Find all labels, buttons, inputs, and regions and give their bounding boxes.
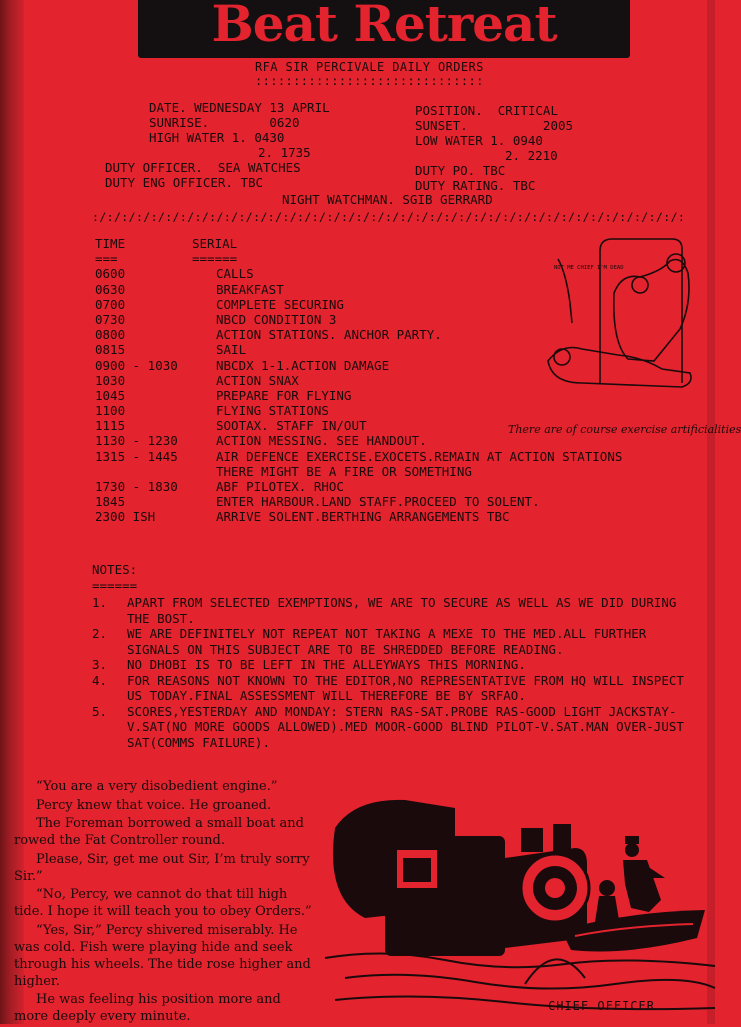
note-text: WE ARE DEFINITELY NOT REPEAT NOT TAKING A MEXE TO THE MED.ALL FURTHER SIGNALS ON THIS SUBJECT ARE TO BE SHREDDED BEFORE READING. xyxy=(127,626,647,657)
row-serial: AIR DEFENCE EXERCISE.EXOCETS.REMAIN AT ACTION STATIONS xyxy=(216,448,623,464)
percy-engine-illustration xyxy=(325,788,715,1024)
story-paragraph: “Yes, Sir,” Percy shivered miserably. He was cold. Fish were playing hide and seek through his wheels. The tide rose higher and higher. xyxy=(14,922,311,989)
header-separator: :/:/:/:/:/:/:/:/:/:/:/:/:/:/:/:/:/:/:/:/:/:/:/:/:/:/:/:/:/:/:/:/:/:/:/:/:/:/:/:/: xyxy=(92,210,686,224)
masthead-title: Beat Retreat xyxy=(211,0,557,53)
cartoon-speech: NOT ME CHIEF I'M DEAD xyxy=(554,265,624,271)
date-line: DATE. WEDNESDAY 13 APRIL xyxy=(149,100,330,115)
row-time: 0630 xyxy=(95,281,126,297)
notes-section xyxy=(92,562,692,750)
note-number: 3. xyxy=(92,657,108,672)
row-serial: NBCD CONDITION 3 xyxy=(216,311,337,327)
note-number: 4. xyxy=(92,672,108,688)
row-time: 0730 xyxy=(95,311,126,327)
note-text: APART FROM SELECTED EXEMPTIONS, WE ARE TO SECURE AS WELL AS WE DID DURING THE BOST. xyxy=(127,595,677,626)
high-water-2-line: 2. 1735 xyxy=(258,145,311,160)
story-paragraph: He was feeling his position more and more deeply every minute. xyxy=(14,992,281,1024)
row-serial: ENTER HARBOUR.LAND STAFF.PROCEED TO SOLENT. xyxy=(216,494,540,510)
serial-column-header: SERIAL xyxy=(192,236,238,251)
schedule-row xyxy=(95,449,715,464)
time-header-underline: === xyxy=(95,251,118,267)
note-item xyxy=(92,704,692,751)
sunrise-line: SUNRISE. 0620 xyxy=(149,115,300,130)
row-time: 2300 ISH xyxy=(95,509,156,525)
cartoon-caption: There are of course exercise artificialities xyxy=(508,423,741,436)
orders-subtitle: RFA SIR PERCIVALE DAILY ORDERS xyxy=(255,60,484,74)
note-item xyxy=(92,657,692,673)
note-number: 1. xyxy=(92,595,108,610)
row-serial: THERE MIGHT BE A FIRE OR SOMETHING xyxy=(216,463,472,479)
story-paragraph: “No, Percy, we cannot do that till high tide. I hope it will teach you to obey Orders.” xyxy=(14,887,312,919)
story-paragraph: “You are a very disobedient engine.” xyxy=(36,779,278,794)
row-serial: CALLS xyxy=(216,266,254,282)
position-line: POSITION. CRITICAL xyxy=(415,103,558,118)
exercise-cartoon-illustration xyxy=(542,233,702,403)
low-water-1-line: LOW WATER 1. 0940 xyxy=(415,133,543,148)
story-paragraph: The Foreman borrowed a small boat and rowed the Fat Controller round. xyxy=(14,816,304,848)
sunset-line: SUNSET. 2005 xyxy=(415,118,574,133)
note-item xyxy=(92,595,692,626)
chief-officer-signature: CHIEF OFFICER xyxy=(548,999,655,1013)
duty-eng-officer-line: DUTY ENG OFFICER. TBC xyxy=(105,175,264,190)
row-time: 1315 - 1445 xyxy=(95,448,178,464)
night-watchman-line: NIGHT WATCHMAN. SGIB GERRARD xyxy=(282,192,493,207)
schedule-row xyxy=(95,403,715,418)
row-serial: ACTION STATIONS. ANCHOR PARTY. xyxy=(216,327,442,343)
row-serial: SAIL xyxy=(216,342,247,358)
note-number: 5. xyxy=(92,703,108,719)
row-serial: FLYING STATIONS xyxy=(216,403,329,419)
time-column-header: TIME xyxy=(95,236,126,251)
row-serial: BREAKFAST xyxy=(216,281,284,297)
row-time: 0900 - 1030 xyxy=(95,357,178,373)
note-item xyxy=(92,626,692,657)
row-serial: ACTION MESSING. SEE HANDOUT. xyxy=(216,433,427,449)
row-serial: ARRIVE SOLENT.BERTHING ARRANGEMENTS TBC xyxy=(216,509,510,525)
row-time: 1115 xyxy=(95,418,126,434)
schedule-row xyxy=(95,464,715,479)
story-paragraph: Please, Sir, get me out Sir, I’m truly sorry Sir.” xyxy=(14,851,310,884)
schedule-row xyxy=(95,509,715,524)
note-number: 2. xyxy=(92,626,108,641)
row-time: 1045 xyxy=(95,387,126,403)
row-serial: ACTION SNAX xyxy=(216,372,299,388)
row-time: 1845 xyxy=(95,494,126,510)
row-time: 1130 - 1230 xyxy=(95,433,178,449)
duty-rating-line: DUTY RATING. TBC xyxy=(415,178,536,193)
row-serial: NBCDX 1-1.ACTION DAMAGE xyxy=(216,357,390,373)
low-water-2-line: 2. 2210 xyxy=(505,148,558,163)
schedule-row xyxy=(95,494,715,509)
notes-heading: NOTES: xyxy=(92,562,138,577)
serial-header-underline: ====== xyxy=(192,251,238,267)
row-time: 1730 - 1830 xyxy=(95,479,178,494)
row-time: 0600 xyxy=(95,266,126,282)
subtitle-underline: :::::::::::::::::::::::::::::: xyxy=(255,74,484,88)
note-text: SCORES,YESTERDAY AND MONDAY: STERN RAS-SAT.PROBE RAS-GOOD LIGHT JACKSTAY-V.SAT(NO MORE GOODS ALLOWED).MED MOOR-GOOD BLIND PILOT-V.SAT.MAN OVER-JUST SAT(COMMS FAILURE). xyxy=(127,703,684,750)
schedule-row xyxy=(95,479,715,494)
row-serial: ABF PILOTEX. RHOC xyxy=(216,479,344,494)
notes-heading-underline: ====== xyxy=(92,577,138,593)
note-item xyxy=(92,673,692,704)
row-time: 1100 xyxy=(95,403,126,419)
row-time: 0800 xyxy=(95,327,126,343)
masthead-banner xyxy=(138,0,630,58)
row-time: 0815 xyxy=(95,342,126,358)
percy-story-excerpt xyxy=(14,778,316,1027)
row-time: 0700 xyxy=(95,296,126,312)
row-serial: SOOTAX. STAFF IN/OUT xyxy=(216,418,367,434)
note-text: NO DHOBI IS TO BE LEFT IN THE ALLEYWAYS THIS MORNING. xyxy=(127,657,526,672)
note-text: FOR REASONS NOT KNOWN TO THE EDITOR,NO REPRESENTATIVE FROM HQ WILL INSPECT US TODAY.FINAL ASSESSMENT WILL THEREFORE BE BY SRFAO. xyxy=(127,672,684,703)
story-paragraph: Percy knew that voice. He groaned. xyxy=(36,797,272,813)
duty-po-line: DUTY PO. TBC xyxy=(415,163,506,178)
row-serial: PREPARE FOR FLYING xyxy=(216,387,352,403)
high-water-1-line: HIGH WATER 1. 0430 xyxy=(149,130,285,145)
duty-officer-line: DUTY OFFICER. SEA WATCHES xyxy=(105,160,301,175)
row-serial: COMPLETE SECURING xyxy=(216,296,344,312)
row-time: 1030 xyxy=(95,372,126,388)
